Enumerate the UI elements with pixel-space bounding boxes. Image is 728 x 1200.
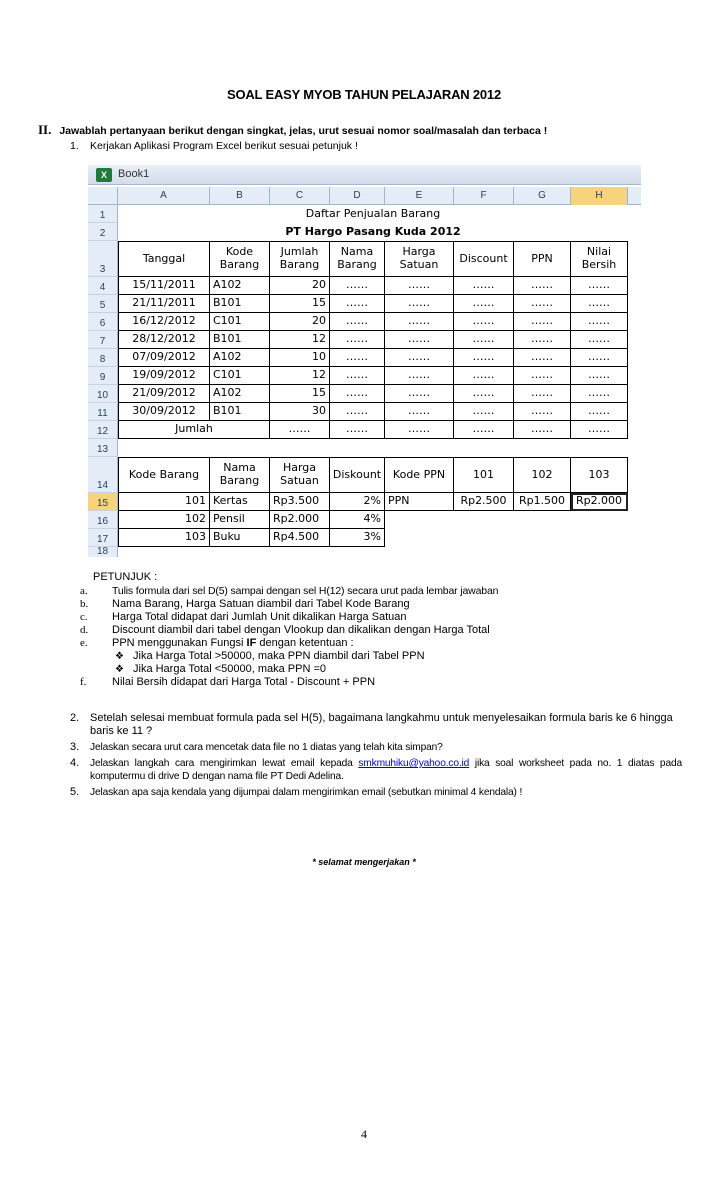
list-letter: e. (80, 637, 88, 649)
total-harga: …… (385, 421, 454, 439)
cell-harga: …… (385, 367, 454, 385)
row-header: 17 (88, 529, 118, 547)
header-ppn: PPN (514, 241, 571, 277)
cell-tanggal: 30/09/2012 (118, 403, 210, 421)
header-kode-barang: Kode Barang (210, 241, 270, 277)
col-header-a: A (118, 187, 210, 205)
cell-harga: …… (385, 295, 454, 313)
row-header: 11 (88, 403, 118, 421)
cell-nama: …… (330, 331, 385, 349)
list-text: Nilai Bersih didapat dari Harga Total - Discount + PPN (112, 676, 376, 688)
cell-ppn: …… (514, 295, 571, 313)
question-text: Jelaskan apa saja kendala yang dijumpai dalam mengirimkan email (sebutkan minimal 4 kendala) ! (90, 787, 523, 798)
cell-kode: A102 (210, 349, 270, 367)
heading-1: Daftar Penjualan Barang (305, 206, 441, 220)
ppn-header-103: 103 (571, 457, 628, 493)
list-text: Discount diambil dari tabel dengan Vlookup dan dikalikan dengan Harga Total (112, 624, 490, 636)
list-text: Tulis formula dari sel D(5) sampai dengan sel H(12) secara urut pada lembar jawaban (112, 585, 499, 597)
list-text: Nama Barang, Harga Satuan diambil dari Tabel Kode Barang (112, 598, 410, 610)
table-row (88, 385, 641, 403)
table-row (88, 367, 641, 385)
row-header: 15 (88, 493, 118, 511)
cell-nilai: …… (571, 313, 628, 331)
cell-jumlah: 12 (270, 367, 330, 385)
table-row (88, 277, 641, 295)
lookup-kode: 101 (118, 493, 210, 511)
cell-tanggal: 19/09/2012 (118, 367, 210, 385)
heading-2: PT Hargo Pasang Kuda 2012 (285, 224, 461, 238)
lookup-header-row (88, 457, 641, 493)
cell-kode: B101 (210, 331, 270, 349)
header-jumlah-barang: Jumlah Barang (270, 241, 330, 277)
table-row (88, 331, 641, 349)
header-discount: Discount (454, 241, 514, 277)
lookup-header-diskount: Diskount (330, 457, 385, 493)
header-harga-satuan: Harga Satuan (385, 241, 454, 277)
cell-tanggal: 07/09/2012 (118, 349, 210, 367)
list-letter: c. (80, 611, 88, 623)
lookup-header-harga-satuan: Harga Satuan (270, 457, 330, 493)
row-header: 18 (88, 547, 118, 557)
cell-discount: …… (454, 349, 514, 367)
cell-nilai: …… (571, 367, 628, 385)
header-nama-barang: Nama Barang (330, 241, 385, 277)
list-letter: d. (80, 624, 89, 636)
row-header: 1 (88, 205, 118, 223)
lookup-diskon: 2% (330, 493, 385, 511)
header-tanggal: Tanggal (118, 241, 210, 277)
cell-harga: …… (385, 403, 454, 421)
row-header: 3 (88, 241, 118, 277)
cell-jumlah: 20 (270, 313, 330, 331)
lookup-row (88, 493, 641, 511)
list-text: Harga Total didapat dari Jumlah Unit dikalikan Harga Satuan (112, 611, 407, 623)
petunjuk-heading: PETUNJUK : (93, 571, 158, 583)
lookup-diskon: 3% (330, 529, 385, 547)
cell-discount: …… (454, 385, 514, 403)
cell-ppn: …… (514, 277, 571, 295)
cell-harga: …… (385, 385, 454, 403)
cell-tanggal: 15/11/2011 (118, 277, 210, 295)
total-nama: …… (330, 421, 385, 439)
cell-discount: …… (454, 295, 514, 313)
question-text (90, 757, 682, 783)
sheet-row (88, 439, 641, 457)
question-4 (70, 757, 682, 783)
list-letter: f. (80, 676, 87, 688)
row-header: 7 (88, 331, 118, 349)
total-discount: …… (454, 421, 514, 439)
sheet-row (88, 205, 641, 223)
section-number: II. (38, 122, 52, 137)
ppn-header-101: 101 (454, 457, 514, 493)
cell-tanggal: 21/09/2012 (118, 385, 210, 403)
column-headers (88, 187, 641, 205)
col-header-e: E (385, 187, 454, 205)
lookup-kode: 103 (118, 529, 210, 547)
question-1-number: 1. (70, 140, 79, 152)
cell-ppn: …… (514, 331, 571, 349)
question-5 (70, 786, 682, 799)
question-1-text: Kerjakan Aplikasi Program Excel berikut sesuai petunjuk ! (90, 140, 358, 152)
cell-kode: C101 (210, 367, 270, 385)
row-header: 5 (88, 295, 118, 313)
col-header-h: H (571, 187, 628, 205)
row-header: 13 (88, 439, 118, 457)
ppn-label: PPN (385, 493, 454, 511)
lookup-header-kode-barang: Kode Barang (118, 457, 210, 493)
question-number: 2. (70, 712, 80, 724)
cell-kode: A102 (210, 385, 270, 403)
row-header: 2 (88, 223, 118, 241)
header-row (88, 241, 641, 277)
cell-kode: B101 (210, 403, 270, 421)
cell-jumlah: 15 (270, 295, 330, 313)
row-header: 10 (88, 385, 118, 403)
sheet-row (88, 223, 641, 241)
diamond-bullet-icon: ❖ (115, 664, 124, 675)
row-header: 6 (88, 313, 118, 331)
question-number: 5. (70, 786, 80, 798)
excel-screenshot (88, 165, 641, 557)
total-label: Jumlah (118, 421, 270, 439)
cell-nama: …… (330, 313, 385, 331)
list-text-post: dengan ketentuan : (256, 637, 354, 649)
total-ppn: …… (514, 421, 571, 439)
cell-discount: …… (454, 277, 514, 295)
question-text: Setelah selesai membuat formula pada sel H(5), bagaimana langkahmu untuk menyelesaikan formula baris ke 6 hingga baris ke 11 ? (90, 712, 673, 737)
closing-note: * selamat mengerjakan * (312, 857, 416, 867)
lookup-nama: Pensil (210, 511, 270, 529)
cell-harga: …… (385, 313, 454, 331)
cell-nilai: …… (571, 295, 628, 313)
cell-discount: …… (454, 313, 514, 331)
sub-list-text: Jika Harga Total <50000, maka PPN =0 (133, 663, 327, 675)
list-letter: a. (80, 585, 88, 597)
total-nilai: …… (571, 421, 628, 439)
row-header: 9 (88, 367, 118, 385)
question-text: Jelaskan secara urut cara mencetak data file no 1 diatas yang telah kita simpan? (90, 742, 443, 753)
list-text-pre: PPN menggunakan Fungsi (112, 637, 247, 649)
table-row (88, 295, 641, 313)
cell-ppn: …… (514, 313, 571, 331)
row-header: 12 (88, 421, 118, 439)
lookup-header-nama-barang: Nama Barang (210, 457, 270, 493)
cell-nama: …… (330, 403, 385, 421)
cell-harga: …… (385, 331, 454, 349)
row-header: 16 (88, 511, 118, 529)
page-title: SOAL EASY MYOB TAHUN PELAJARAN 2012 (226, 87, 501, 102)
col-header-g: G (514, 187, 571, 205)
lookup-harga: Rp4.500 (270, 529, 330, 547)
list-text-bold: IF (246, 637, 257, 649)
cell-tanggal: 28/12/2012 (118, 331, 210, 349)
col-header-f: F (454, 187, 514, 205)
lookup-row (88, 511, 641, 529)
email-link[interactable]: smkmuhiku@yahoo.co.id (358, 758, 470, 769)
table-row (88, 349, 641, 367)
cell-jumlah: 10 (270, 349, 330, 367)
cell-discount: …… (454, 367, 514, 385)
section-instruction: Jawablah pertanyaan berikut dengan singkat, jelas, urut sesuai nomor soal/masalah dan terbaca ! (59, 125, 548, 137)
sub-list-text: Jika Harga Total >50000, maka PPN diambil dari Tabel PPN (133, 650, 425, 662)
question-text-pre: Jelaskan langkah cara mengirimkan lewat email kepada (90, 758, 359, 769)
lookup-diskon: 4% (330, 511, 385, 529)
diamond-bullet-icon: ❖ (115, 651, 124, 662)
row-header: 14 (88, 457, 118, 493)
page-number: 4 (361, 1127, 367, 1141)
col-header-b: B (210, 187, 270, 205)
cell-nama: …… (330, 349, 385, 367)
cell-harga: …… (385, 277, 454, 295)
section-heading (38, 122, 547, 138)
ppn-header-102: 102 (514, 457, 571, 493)
cell-kode: A102 (210, 277, 270, 295)
cell-kode: C101 (210, 313, 270, 331)
col-header-c: C (270, 187, 330, 205)
lookup-harga: Rp3.500 (270, 493, 330, 511)
list-text (112, 637, 354, 650)
cell-ppn: …… (514, 385, 571, 403)
ppn-value-101: Rp2.500 (454, 493, 514, 511)
cell-discount: …… (454, 403, 514, 421)
cell-nilai: …… (571, 349, 628, 367)
lookup-nama: Buku (210, 529, 270, 547)
list-letter: b. (80, 598, 89, 610)
cell-discount: …… (454, 331, 514, 349)
cell-tanggal: 16/12/2012 (118, 313, 210, 331)
total-jumlah: …… (270, 421, 330, 439)
cell-ppn: …… (514, 349, 571, 367)
cell-nama: …… (330, 295, 385, 313)
cell-nilai: …… (571, 331, 628, 349)
cell-nama: …… (330, 367, 385, 385)
lookup-harga: Rp2.000 (270, 511, 330, 529)
cell-kode: B101 (210, 295, 270, 313)
total-row (88, 421, 641, 439)
cell-nilai: …… (571, 403, 628, 421)
excel-titlebar (88, 165, 641, 185)
workbook-title: Book1 (118, 168, 150, 180)
col-header-d: D (330, 187, 385, 205)
lookup-kode: 102 (118, 511, 210, 529)
cell-nama: …… (330, 385, 385, 403)
cell-harga: …… (385, 349, 454, 367)
cell-ppn: …… (514, 367, 571, 385)
cell-ppn: …… (514, 403, 571, 421)
row-header: 8 (88, 349, 118, 367)
question-number: 3. (70, 741, 80, 753)
select-all-corner (88, 187, 118, 205)
question-text-post: jika soal worksheet pada no. 1 diatas pada komputermu di drive D dengan nama file PT Dedi Adelina. (90, 758, 682, 782)
table-row (88, 403, 641, 421)
sheet-row (88, 547, 641, 557)
ppn-value-102: Rp1.500 (514, 493, 571, 511)
excel-icon: X (96, 168, 112, 182)
lookup-nama: Kertas (210, 493, 270, 511)
cell-nilai: …… (571, 385, 628, 403)
cell-jumlah: 30 (270, 403, 330, 421)
question-number: 4. (70, 757, 80, 769)
row-header: 4 (88, 277, 118, 295)
ppn-value-103[interactable]: Rp2.000 (571, 493, 628, 511)
lookup-row (88, 529, 641, 547)
cell-jumlah: 12 (270, 331, 330, 349)
cell-jumlah: 20 (270, 277, 330, 295)
cell-nama: …… (330, 277, 385, 295)
question-3 (70, 741, 682, 754)
question-1 (70, 140, 358, 152)
question-2 (70, 712, 682, 738)
table-row (88, 313, 641, 331)
question-list (70, 712, 682, 802)
cell-nilai: …… (571, 277, 628, 295)
ppn-header-kode: Kode PPN (385, 457, 454, 493)
cell-tanggal: 21/11/2011 (118, 295, 210, 313)
header-nilai-bersih: Nilai Bersih (571, 241, 628, 277)
cell-jumlah: 15 (270, 385, 330, 403)
